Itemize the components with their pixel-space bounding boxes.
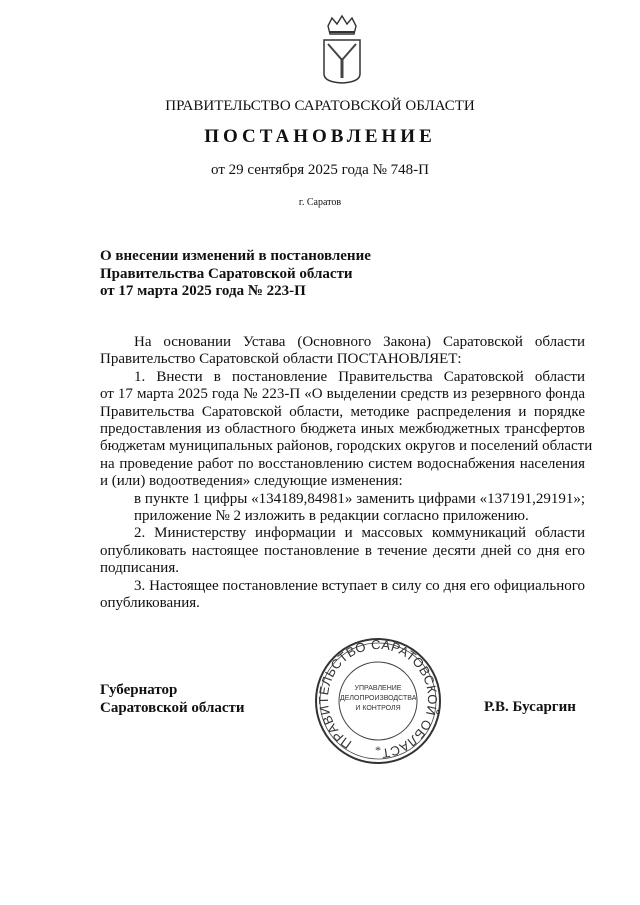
stamp-inner-text: УПРАВЛЕНИЕ ДЕЛОПРОИЗВОДСТВА И КОНТРОЛЯ <box>340 685 416 712</box>
body-line: 3. Настоящее постановление вступает в силу со дня его официального <box>134 577 585 594</box>
coat-of-arms-icon <box>318 12 366 84</box>
document-body <box>100 334 593 613</box>
body-line: Правительство Саратовской области ПОСТАНОВЛЯЕТ: <box>100 351 462 368</box>
document-city: г. Саратов <box>298 197 342 208</box>
body-line: 2. Министерству информации и массовых коммуникаций области <box>134 525 585 542</box>
body-line: бюджетам муниципальных районов, городских округов и поселений области <box>100 438 593 455</box>
body-line: в пункте 1 цифры «134189,84981» заменить цифрами «137191,29191»; <box>134 490 585 507</box>
body-line: на проведение работ по восстановлению систем водоснабжения населения <box>100 455 585 472</box>
body-line: На основании Устава (Основного Закона) Саратовской области <box>134 334 585 350</box>
document-type: ПОСТАНОВЛЕНИЕ <box>204 126 436 147</box>
body-line: от 17 марта 2025 года № 223-П «О выделении средств из резервного фонда <box>100 386 585 403</box>
body-line: опубликовать настоящее постановление в течение десяти дней со дня его <box>100 542 585 559</box>
title-line: от 17 марта 2025 года № 223-П <box>100 283 306 299</box>
position-line: Губернатор <box>100 682 178 698</box>
body-line: 1. Внести в постановление Правительства Саратовской области <box>134 368 585 385</box>
position-line: Саратовской области <box>100 700 245 716</box>
official-stamp <box>312 636 444 766</box>
document-date-number: от 29 сентября 2025 года № 748-П <box>211 162 429 178</box>
document-title <box>100 248 371 301</box>
stamp-outer-text: ПРАВИТЕЛЬСТВО САРАТОВСКОЙ ОБЛАСТ <box>315 636 441 762</box>
title-line: О внесении изменений в постановление <box>100 248 371 264</box>
organization-name: ПРАВИТЕЛЬСТВО САРАТОВСКОЙ ОБЛАСТИ <box>165 98 475 114</box>
signatory-position <box>100 681 245 717</box>
body-line: предоставления из областного бюджета иных межбюджетных трансфертов <box>100 421 585 438</box>
svg-text:*: * <box>375 743 381 757</box>
body-line: подписания. <box>100 560 179 577</box>
body-line: Правительства Саратовской области, методике распределения и порядке <box>100 403 585 420</box>
body-line: опубликования. <box>100 595 200 612</box>
title-line: Правительства Саратовской области <box>100 265 353 282</box>
body-line: приложение № 2 изложить в редакции согласно приложению. <box>134 508 529 525</box>
body-line: и (или) водоотведения» следующие изменения: <box>100 473 403 490</box>
signatory-name: Р.В. Бусаргин <box>484 699 576 715</box>
